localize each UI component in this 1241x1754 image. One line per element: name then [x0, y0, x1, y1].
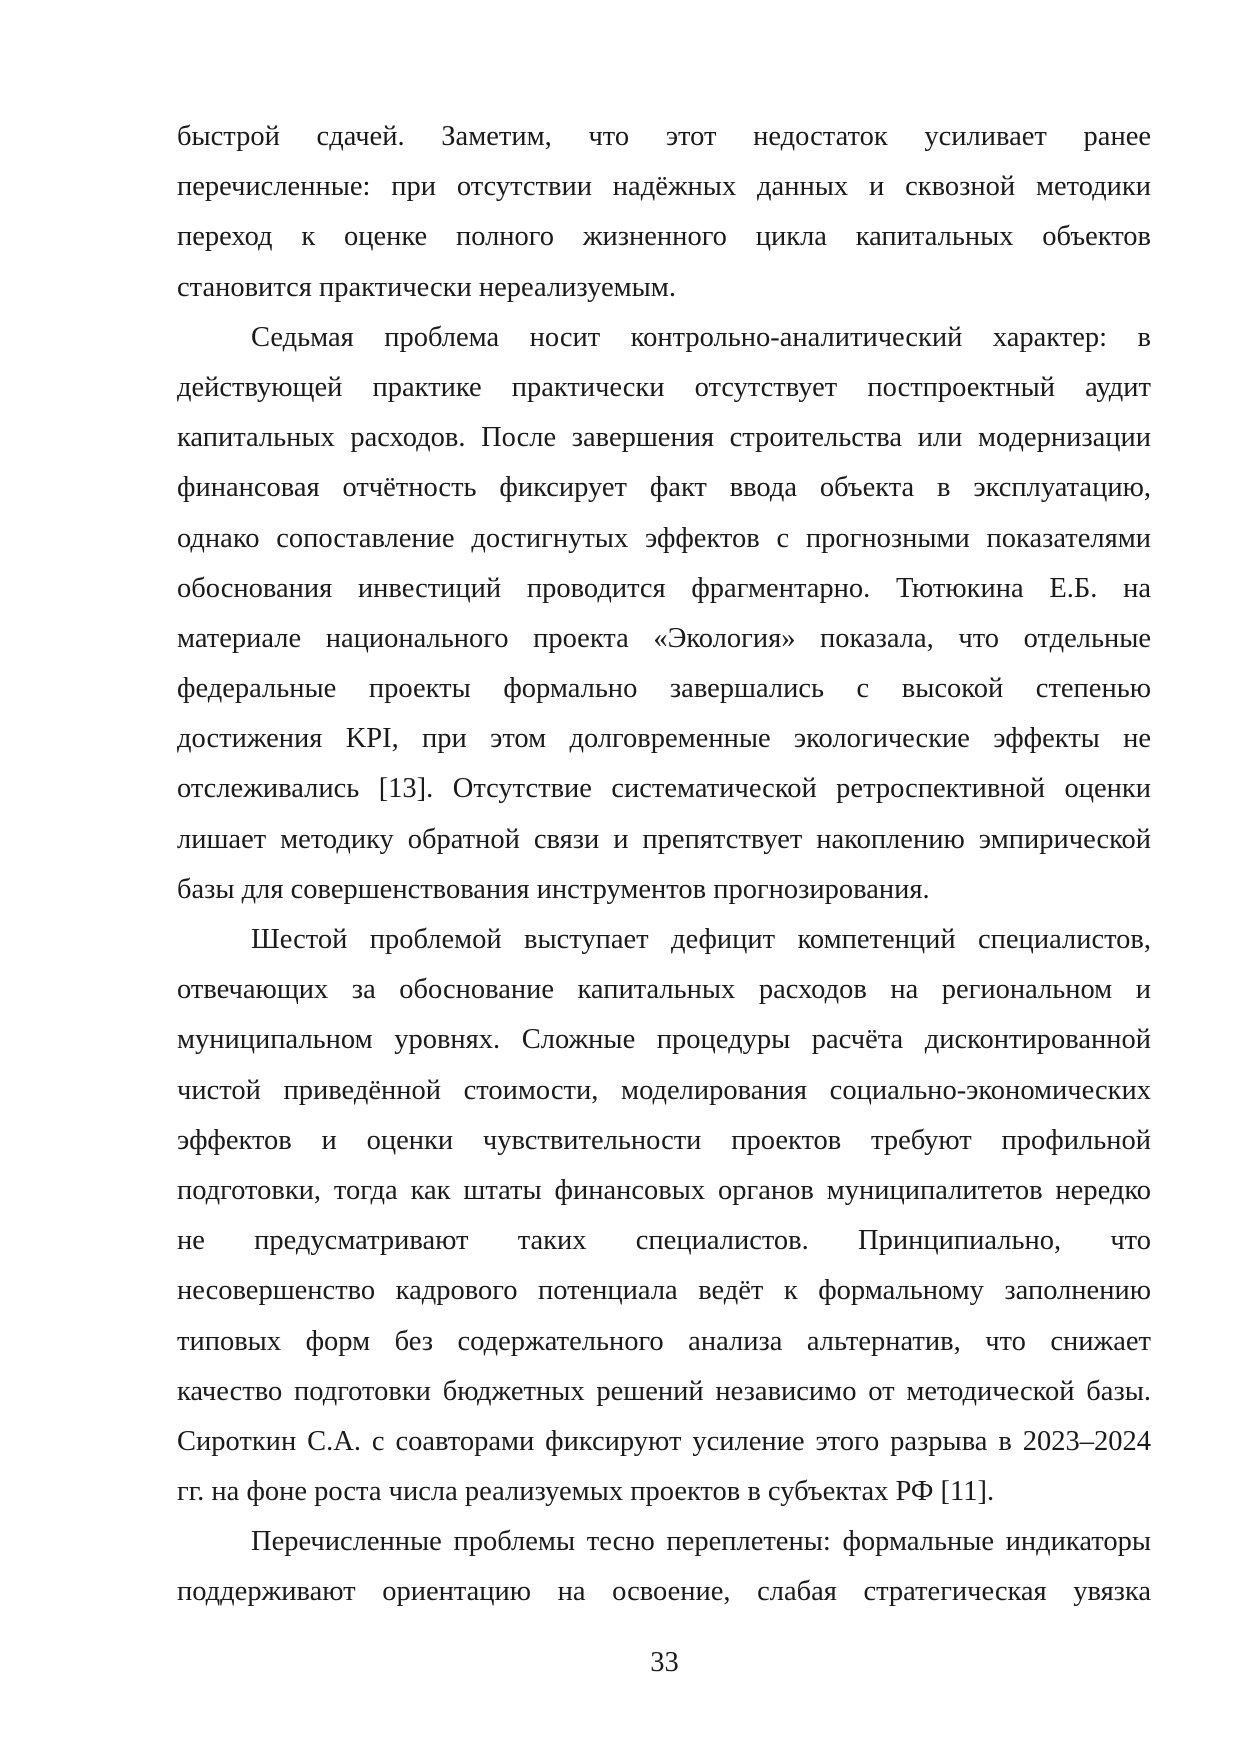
text-line: Шестой проблемой выступает дефицит компетенций специалистов, [251, 924, 1151, 955]
text-line: типовых форм без содержательного анализа альтернатив, что снижает [177, 1325, 1151, 1357]
text-line: несовершенство кадрового потенциала ведёт к формальному заполнению [177, 1275, 1151, 1307]
text-line: капитальных расходов. После завершения строительства или модернизации [177, 422, 1151, 454]
text-line: чистой приведённой стоимости, моделирования социально-экономических [177, 1074, 1151, 1106]
text-line: Перечисленные проблемы тесно переплетены: формальные индикаторы [251, 1526, 1151, 1558]
text-line: перечисленные: при отсутствии надёжных данных и сквозной методики [177, 171, 1151, 203]
text-line: муниципальном уровнях. Сложные процедуры расчёта дисконтированной [177, 1024, 1151, 1056]
text-line: качество подготовки бюджетных решений независимо от методической базы. [177, 1375, 1151, 1407]
text-line: поддерживают ориентацию на освоение, слабая стратегическая увязка [177, 1576, 1151, 1608]
text-line: финансовая отчётность фиксирует факт ввода объекта в эксплуатацию, [177, 472, 1151, 504]
page-number: 33 [650, 1647, 679, 1678]
text-line: федеральные проекты формально завершались с высокой степенью [177, 673, 1151, 705]
text-line: лишает методику обратной связи и препятствует накоплению эмпирической [177, 823, 1151, 855]
text-line: подготовки, тогда как штаты финансовых органов муниципалитетов нередко [177, 1174, 1151, 1206]
paragraph [177, 318, 1151, 920]
text-line: достижения KPI, при этом долговременные экологические эффекты не [177, 723, 1151, 755]
body-text [177, 117, 1151, 1623]
text-line: отслеживались [13]. Отсутствие систематической ретроспективной оценки [177, 773, 1151, 805]
text-line: действующей практике практически отсутствует постпроектный аудит [177, 371, 1151, 403]
text-line: базы для совершенствования инструментов прогнозирования. [177, 873, 930, 905]
text-line: материале национального проекта «Экология» показала, что отдельные [177, 622, 1151, 654]
text-line: Сироткин С.А. с соавторами фиксируют усиление этого разрыва в 2023–2024 [177, 1425, 1151, 1457]
paragraph [177, 1522, 1151, 1622]
text-line: не предусматривают таких специалистов. Принципиально, что [177, 1225, 1151, 1257]
text-line: эффектов и оценки чувствительности проектов требуют профильной [177, 1124, 1151, 1156]
paragraph [177, 117, 1151, 318]
text-line: обоснования инвестиций проводится фрагментарно. Тютюкина Е.Б. на [177, 572, 1151, 604]
text-line: однако сопоставление достигнутых эффектов с прогнозными показателями [177, 522, 1151, 554]
paragraph [177, 920, 1151, 1522]
text-line: переход к оценке полного жизненного цикла капитальных объектов [177, 221, 1151, 253]
text-line: гг. на фоне роста числа реализуемых проектов в субъектах РФ [11]. [177, 1476, 995, 1508]
text-line: быстрой сдачей. Заметим, что этот недостаток усиливает ранее [177, 121, 1151, 152]
text-line: Седьмая проблема носит контрольно-аналитический характер: в [251, 321, 1151, 353]
text-line: становится практически нереализуемым. [177, 271, 676, 303]
text-line: отвечающих за обоснование капитальных расходов на региональном и [177, 974, 1151, 1006]
